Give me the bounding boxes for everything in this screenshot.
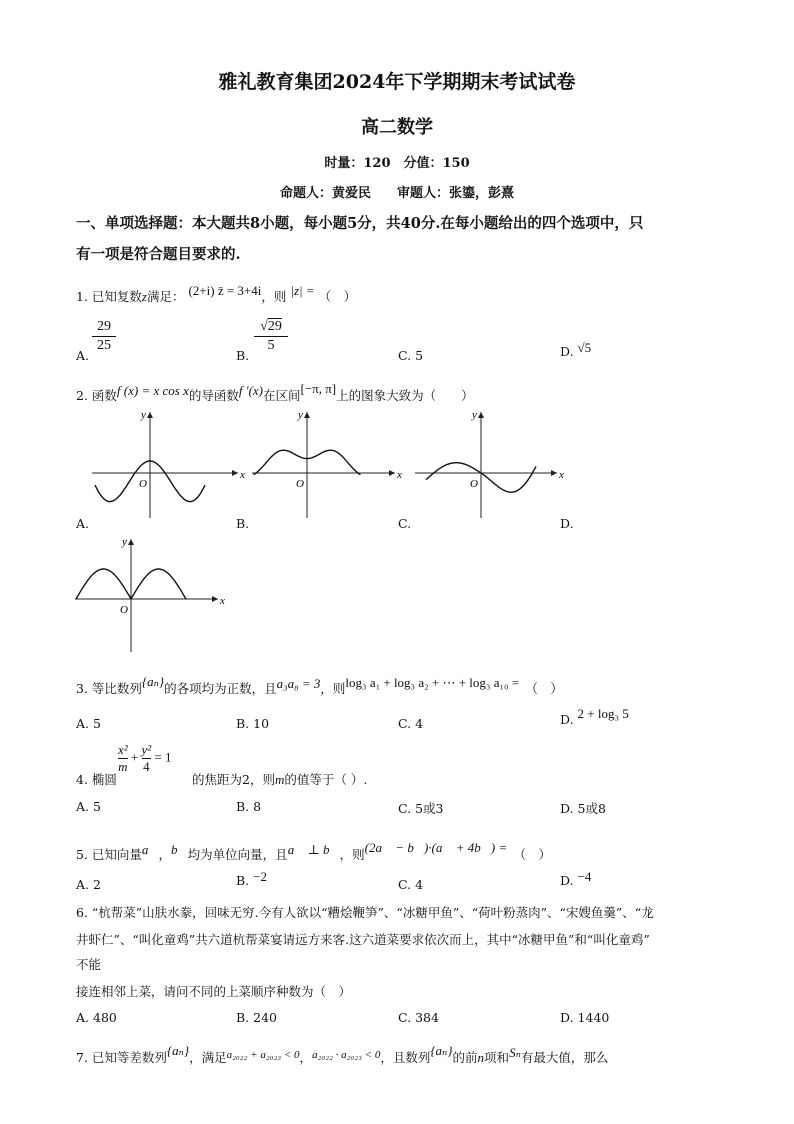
- q1-abs: |z| =: [290, 283, 315, 298]
- graph-c-y-label: y: [472, 409, 477, 421]
- graph-c-x-arrow: [551, 470, 557, 476]
- q2-graph-b: [252, 409, 402, 518]
- graph-c-x-label: x: [559, 469, 564, 481]
- q6-option-b: B. 240: [236, 1010, 278, 1025]
- graph-b-x-arrow: [389, 470, 395, 476]
- q2-interval: [−π, π]: [300, 381, 337, 396]
- q1-option-a-fraction: 29 25: [92, 318, 116, 355]
- graph-a-x-label: x: [240, 469, 245, 481]
- q2-label-b: B.: [236, 516, 250, 531]
- q1-option-c: C. 5: [398, 348, 424, 363]
- question-6-line1: 6. “杭帮菜”山肤水豢，回味无穷.今有人欲以“糟烩鞭笋”、“冰糖甲鱼”、“荷叶粉蒸肉”、“宋嫂鱼羹”、“龙: [76, 905, 654, 920]
- q5-option-b: B. −2: [236, 869, 267, 888]
- q5-option-a: A. 2: [76, 877, 101, 892]
- q1-option-a: A.: [76, 348, 90, 363]
- q3-log-expression: log₃ a₁ + log₃ a₂ + ⋯ + log₃ a₁₀ =: [345, 675, 520, 690]
- graph-a-origin-label: O: [139, 478, 147, 490]
- q1-prefix: 1. 已知复数: [76, 289, 142, 304]
- graph-d-x-arrow: [212, 596, 218, 602]
- section-heading-line2: 有一项是符合题目要求的.: [76, 246, 241, 263]
- q3-option-d: D. 2 + log₃ 5: [560, 706, 629, 727]
- q2-label-c: C.: [398, 516, 412, 531]
- time-score: 时量：120 分值：150: [324, 156, 470, 171]
- q1-option-d: D. √5: [560, 340, 592, 359]
- q3-option-a: A. 5: [76, 716, 101, 731]
- question-4: 的焦距为2，则m的值等于（ ）.: [192, 772, 368, 787]
- question-3: 3. 等比数列{aₙ}的各项均为正数，且a₃a₈ = 3，则log₃ a₁ + log₃ a₂ + ⋯ + log₃ a₁₀ = （ ）: [76, 674, 563, 696]
- graph-b-x-label: x: [397, 469, 402, 481]
- graph-d-y-label: y: [122, 536, 127, 548]
- q1-paren: （ ）: [318, 289, 357, 304]
- q1-option-b-fraction: √29 5: [254, 318, 288, 355]
- authors: 命题人：黄爱民 审题人：张鎏，彭熹: [279, 186, 514, 201]
- graph-a-y-label: y: [141, 409, 146, 421]
- q2-label-d: D.: [560, 516, 574, 531]
- q2-function: f (x) = x cos x: [116, 383, 189, 398]
- q6-option-c: C. 384: [398, 1010, 439, 1025]
- question-6-line4: 接连相邻上菜，请问不同的上菜顺序种数为（ ）: [76, 984, 352, 999]
- exam-title: 雅礼教育集团2024年下学期期末考试试卷: [218, 71, 576, 93]
- graph-a-y-arrow: [147, 412, 153, 418]
- q3-option-c: C. 4: [398, 716, 424, 731]
- q1-option-b: B.: [236, 348, 250, 363]
- q5-option-c: C. 4: [398, 877, 424, 892]
- q1-var: z: [141, 289, 147, 304]
- graph-b-y-label: y: [298, 409, 303, 421]
- graph-a-x-arrow: [232, 470, 238, 476]
- q2-derivative: f ′(x): [238, 383, 263, 398]
- question-6-line2: 井虾仁”、“叫化童鸡”共六道杭帮菜宴请远方来客.这六道菜要求依次而上，其中“冰糖甲鱼”和“叫化童鸡”: [76, 932, 650, 947]
- question-5: 5. 已知向量a⃗，b⃗均为单位向量，且a⃗ ⊥ b⃗，则(2a⃗ − b⃗)·(a⃗ + 4b⃗) = （ ）: [76, 840, 552, 862]
- q2-graph-a: [92, 409, 245, 518]
- q4-option-b: B. 8: [236, 799, 262, 814]
- q6-option-d: D. 1440: [560, 1010, 610, 1025]
- q1-equation: (2+i) z̄ = 3+4i: [188, 283, 262, 298]
- graph-b-origin-label: O: [296, 478, 304, 490]
- graph-b-y-arrow: [304, 412, 310, 418]
- graph-c-origin-label: O: [470, 478, 478, 490]
- exam-subtitle: 高二数学: [361, 117, 433, 138]
- q2-graph-d: [75, 536, 225, 652]
- q3-option-b: B. 10: [236, 716, 270, 731]
- q6-option-a: A. 480: [76, 1010, 117, 1025]
- question-6-line3: 不能: [76, 957, 102, 972]
- q2-label-a: A.: [76, 516, 90, 531]
- q4-option-d: D. 5或8: [560, 801, 606, 816]
- section-heading-line1: 一、单项选择题：本大题共8小题，每小题5分，共40分.在每小题给出的四个选项中，只: [76, 215, 644, 232]
- graph-c-y-arrow: [478, 412, 484, 418]
- q5-option-d: D. −4: [560, 869, 592, 888]
- q1-comma: ，则: [261, 289, 287, 304]
- q2-graph-c: [415, 409, 564, 518]
- graph-d-y-arrow: [128, 539, 134, 545]
- question-4-prefix: 4. 椭圆: [76, 772, 117, 787]
- q1-mid: 满足：: [146, 289, 185, 304]
- question-7: 7. 已知等差数列{aₙ}，满足a₂₀₂₂ + a₂₀₂₃ < 0，a₂₀₂₂ · a₂₀₂₃ < 0，且数列{aₙ}的前n项和Sₙ有最大值，那么: [76, 1043, 609, 1065]
- q4-option-a: A. 5: [76, 799, 101, 814]
- q4-option-c: C. 5或3: [398, 801, 444, 816]
- graph-d-origin-label: O: [120, 604, 128, 616]
- question-2: 2. 函数f (x) = x cos x的导函数f ′(x)在区间[−π, π]上的图象大致为（ ）: [76, 381, 474, 403]
- graph-d-x-label: x: [220, 595, 225, 607]
- q5-expression: (2a⃗ − b⃗)·(a⃗ + 4b⃗) =: [364, 840, 508, 855]
- q4-ellipse-equation: $\frac{\text{x²}}{m}$ + $\frac{\text{y²}}{4}$ = 1: [118, 742, 172, 774]
